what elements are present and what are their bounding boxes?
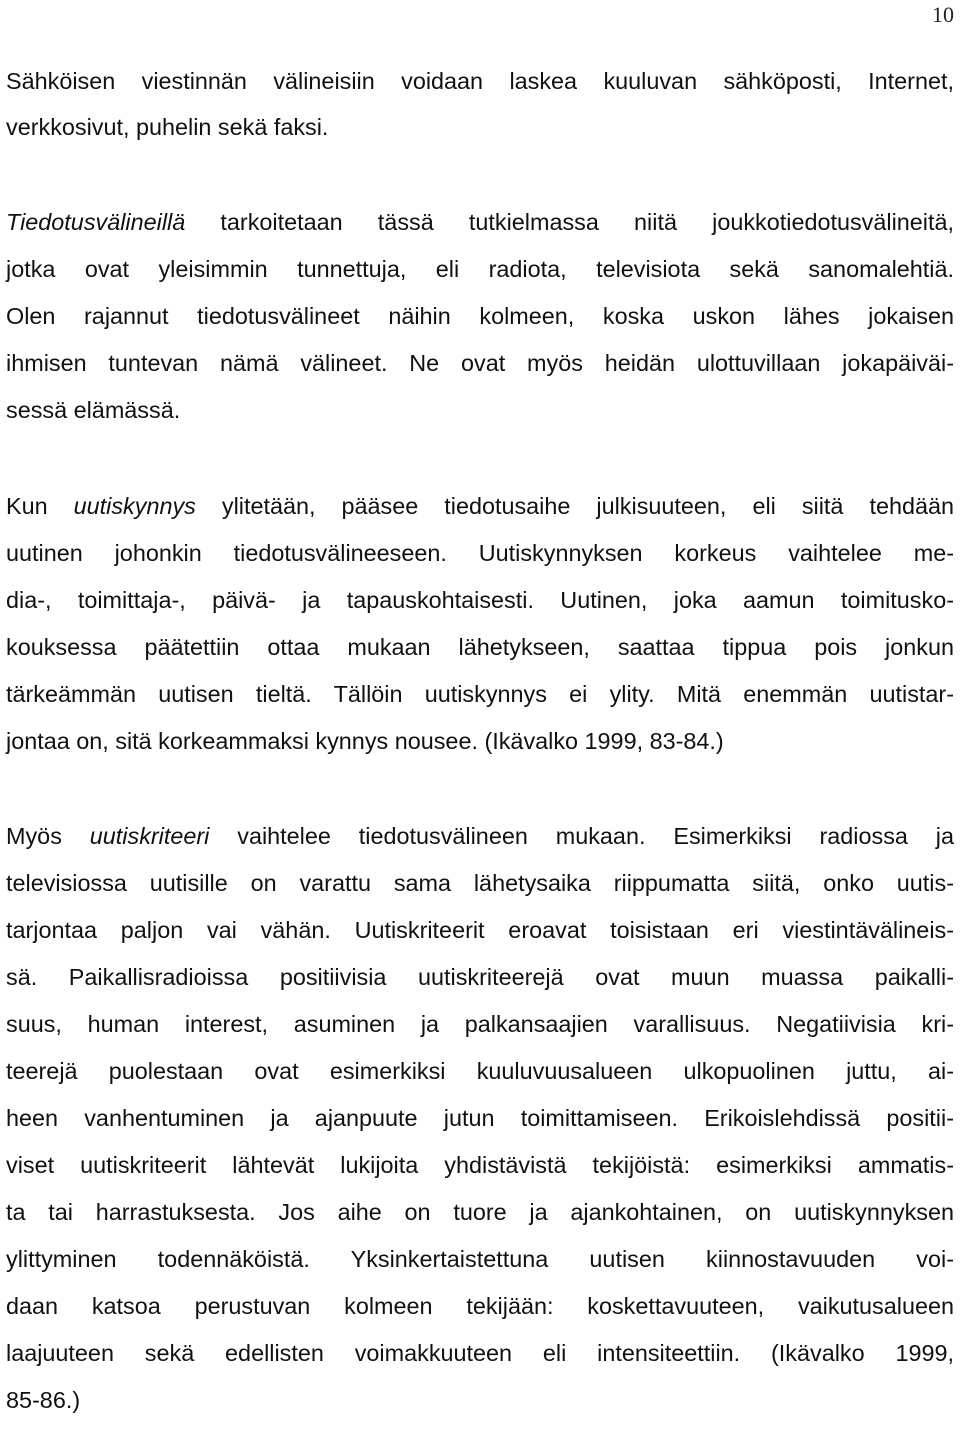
text-run: laajuuteen sekä edellisten voimakkuuteen eli intensiteettiin. (Ikävalko 1999, [6,1340,954,1366]
text-run: ta tai harrastuksesta. Jos aihe on tuore ja ajankohtainen, on uutiskynnyksen [6,1199,954,1225]
text-run: kouksessa päätettiin ottaa mukaan lähetykseen, saattaa tippua pois jonkun [6,634,954,660]
text-line [6,1198,954,1226]
text-line [6,113,954,141]
text-run: tarkoitetaan tässä tutkielmassa niitä joukkotiedotusvälineitä, [185,209,954,235]
text-line [6,1386,954,1414]
text-run: ylitetään, pääsee tiedotusaihe julkisuuteen, eli siitä tehdään [195,493,955,519]
text-line [6,1010,954,1038]
text-line [6,680,954,708]
text-line [6,1151,954,1179]
text-run: sessä elämässä. [6,397,181,423]
text-line [6,916,954,944]
italic-term: uutiskriteeri [89,823,210,849]
text-run: jotka ovat yleisimmin tunnettuja, eli radiota, televisiota sekä sanomalehtiä. [6,256,954,282]
text-line [6,396,954,424]
text-line [6,822,954,850]
text-run: dia-, toimittaja-, päivä- ja tapauskohtaisesti. Uutinen, joka aamun toimitusko- [6,587,954,613]
text-run: viset uutiskriteerit lähtevät lukijoita yhdistävistä tekijöistä: esimerkiksi ammatis- [6,1152,954,1178]
text-run: 85-86.) [6,1387,81,1413]
text-run: daan katsoa perustuvan kolmeen tekijään: koskettavuuteen, vaikutusalueen [6,1293,954,1319]
text-run: Olen rajannut tiedotusvälineet näihin kolmeen, koska uskon lähes jokaisen [6,303,954,329]
italic-term: uutiskynnys [73,493,196,519]
text-line [6,208,954,236]
text-line [6,67,954,95]
text-line [6,1245,954,1273]
text-line [6,349,954,377]
text-line [6,869,954,897]
text-line [6,1057,954,1085]
text-run: tarjontaa paljon vai vähän. Uutiskriteerit eroavat toisistaan eri viestintävälineis- [6,917,954,943]
text-line [6,633,954,661]
text-run: Sähköisen viestinnän välineisiin voidaan laskea kuuluvan sähköposti, Internet, [6,68,954,94]
text-line [6,586,954,614]
text-line [6,963,954,991]
text-run: televisiossa uutisille on varattu sama lähetysaika riippumatta siitä, onko uutis- [6,870,954,896]
text-run: ylittyminen todennäköistä. Yksinkertaistettuna uutisen kiinnostavuuden voi- [6,1246,954,1272]
text-line [6,539,954,567]
text-run: heen vanhentuminen ja ajanpuute jutun toimittamiseen. Erikoislehdissä positii- [6,1105,954,1131]
text-run: ihmisen tuntevan nämä välineet. Ne ovat myös heidän ulottuvillaan jokapäiväi- [6,350,954,376]
text-line [6,255,954,283]
text-line [6,1339,954,1367]
text-run: Myös [6,823,90,849]
italic-term: Tiedotusvälineillä [6,209,186,235]
text-run: tärkeämmän uutisen tieltä. Tällöin uutiskynnys ei ylity. Mitä enemmän uutistar- [6,681,954,707]
text-line [6,492,954,520]
text-run: verkkosivut, puhelin sekä faksi. [6,114,329,140]
text-line [6,1292,954,1320]
text-run: teerejä puolestaan ovat esimerkiksi kuuluvuusalueen ulkopuolinen juttu, ai- [6,1058,954,1084]
page-number: 10 [932,2,954,27]
text-run: uutinen johonkin tiedotusvälineeseen. Uutiskynnyksen korkeus vaihtelee me- [6,540,954,566]
text-line [6,727,954,755]
text-run: Kun [6,493,74,519]
text-run: vaihtelee tiedotusvälineen mukaan. Esimerkiksi radiossa ja [209,823,954,849]
text-run: suus, human interest, asuminen ja palkansaajien varallisuus. Negatiivisia kri- [6,1011,954,1037]
text-line [6,302,954,330]
text-run: sä. Paikallisradioissa positiivisia uutiskriteerejä ovat muun muassa paikalli- [6,964,954,990]
text-run: jontaa on, sitä korkeammaksi kynnys nousee. (Ikävalko 1999, 83-84.) [6,728,724,754]
text-line [6,1104,954,1132]
